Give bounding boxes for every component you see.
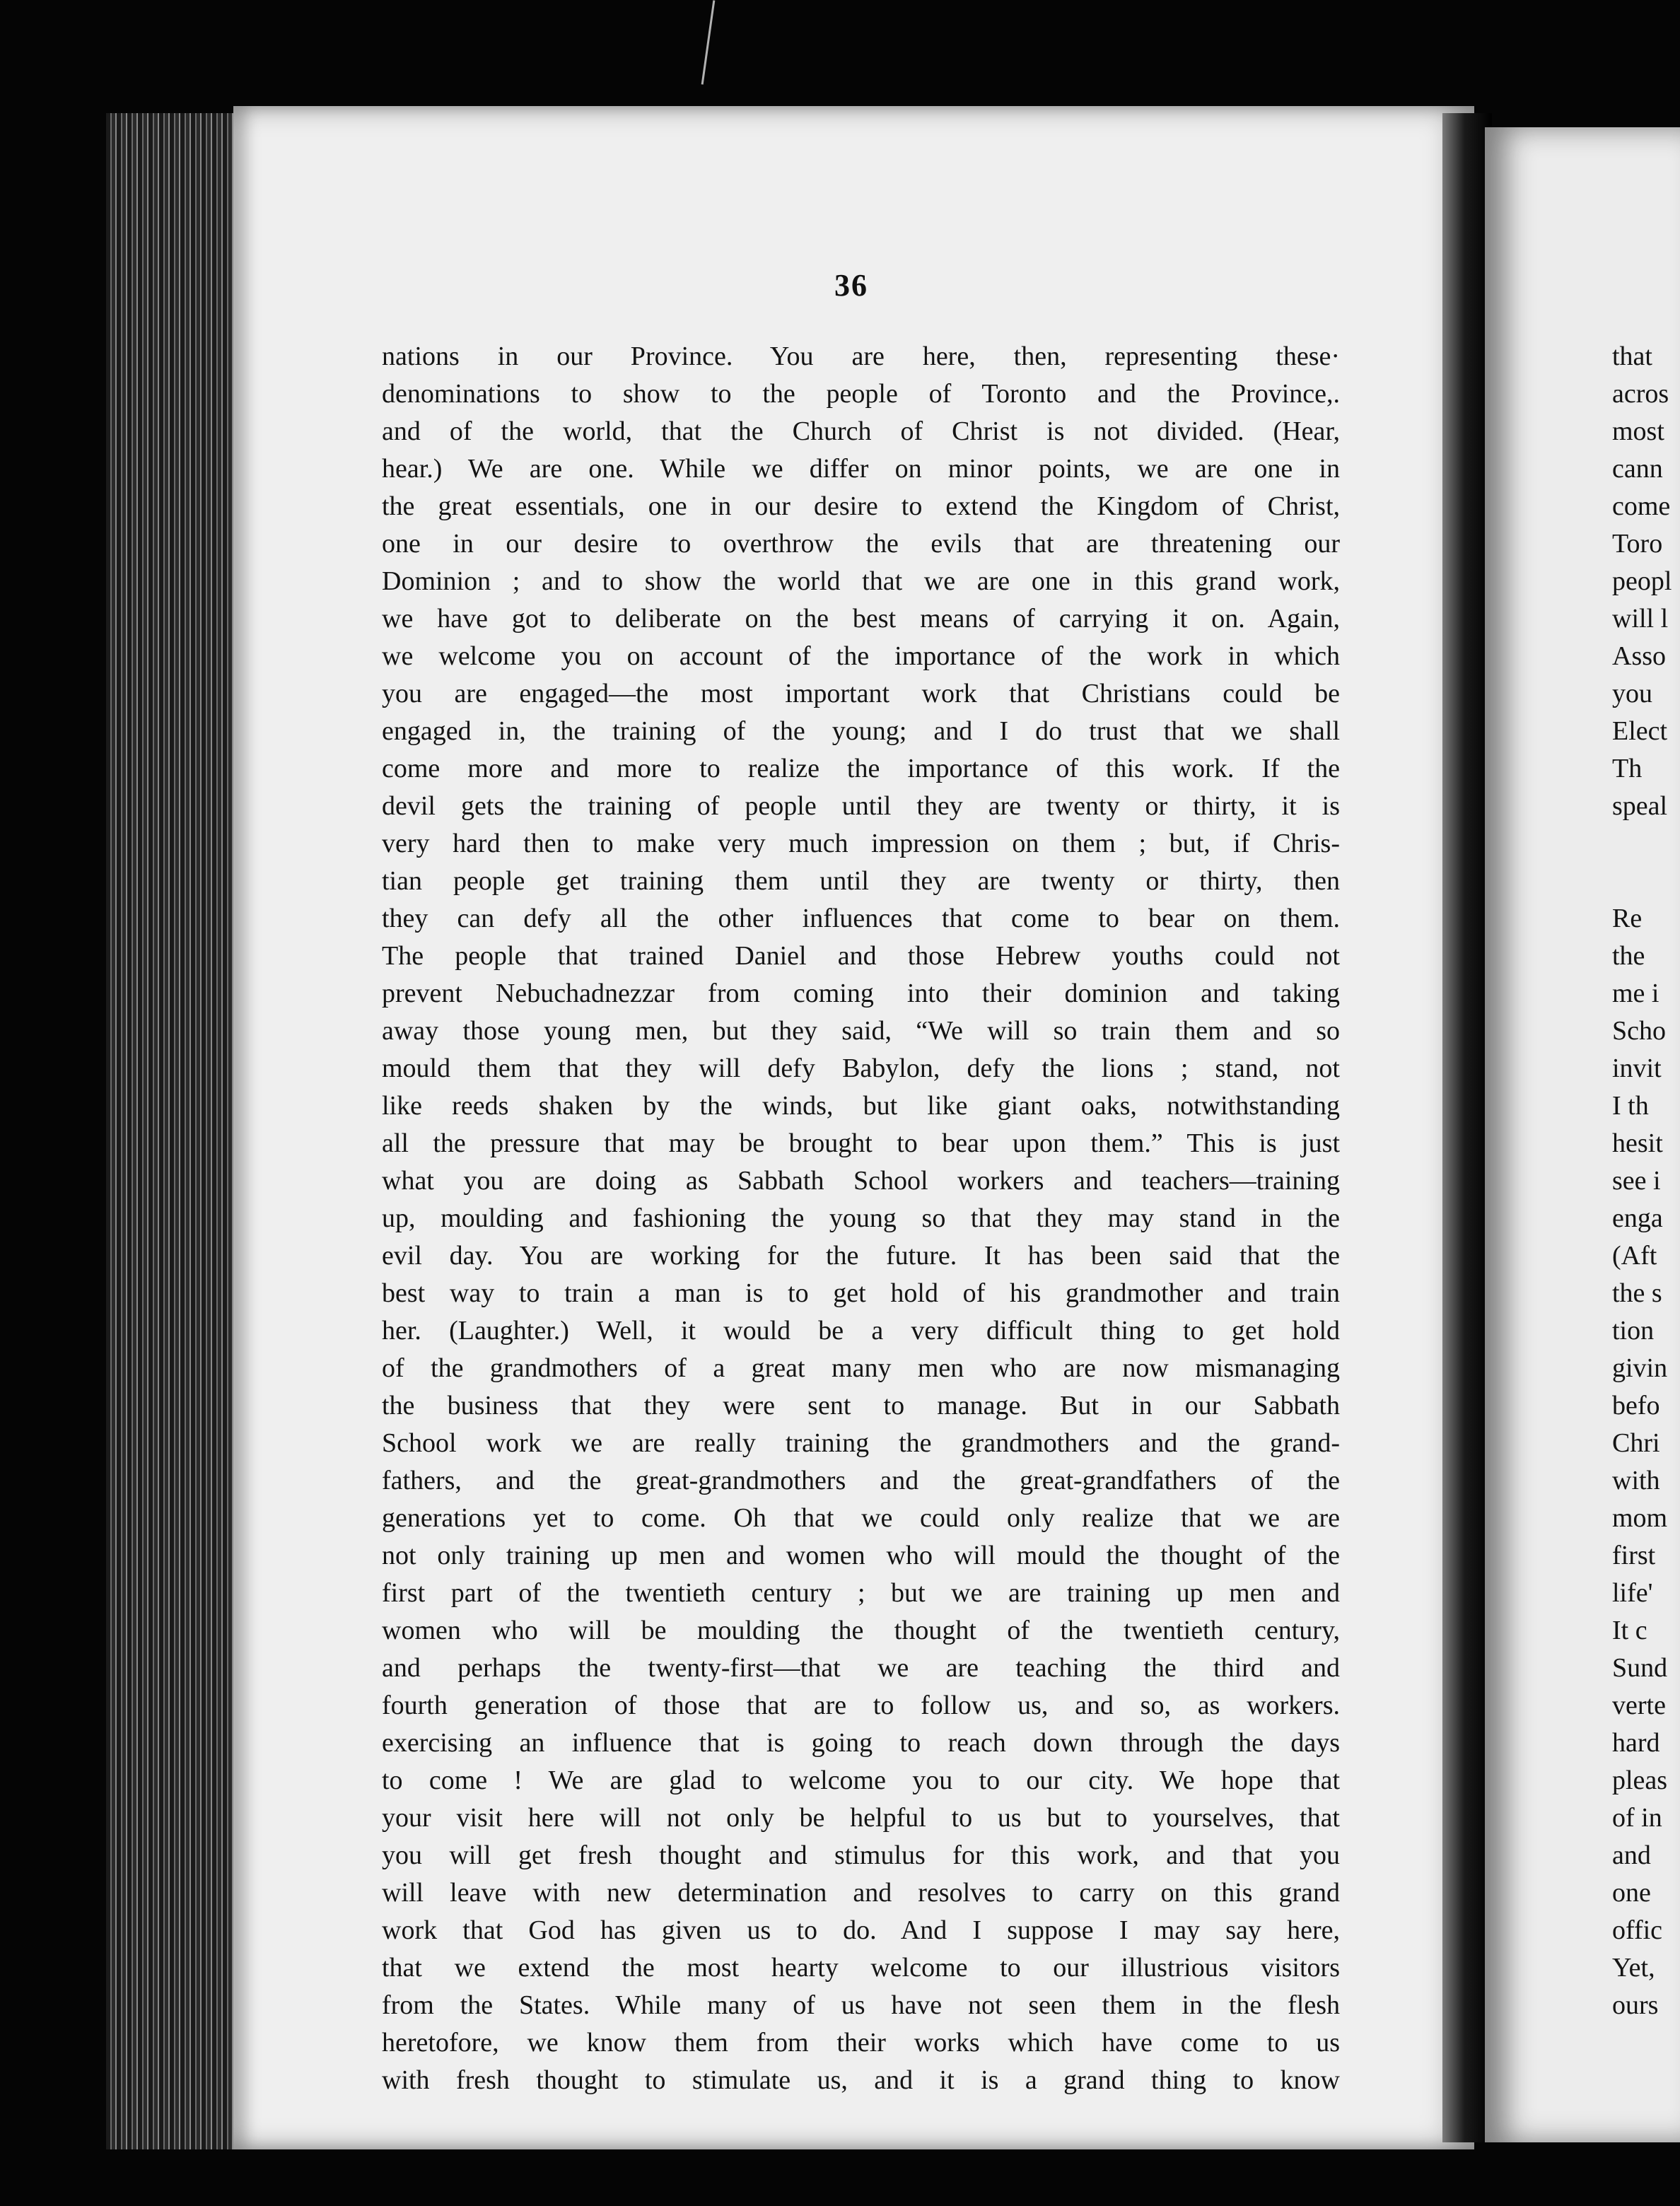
facing-text-fragment: me i xyxy=(1612,979,1659,1008)
facing-text-fragment: It c xyxy=(1612,1616,1647,1645)
text-line: one in our desire to overthrow the evils that are threatening our xyxy=(382,529,1340,559)
text-line: generations yet to come. Oh that we could only realize that we are xyxy=(382,1503,1340,1533)
text-line: very hard then to make very much impression on them ; but, if Chris- xyxy=(382,829,1340,858)
facing-text-fragment: ours xyxy=(1612,1990,1659,2020)
blank-line xyxy=(1612,825,1672,863)
text-line: we welcome you on account of the importance of the work in which xyxy=(382,641,1340,671)
facing-text-fragment: acros xyxy=(1612,379,1669,409)
facing-text-fragment: befo xyxy=(1612,1391,1660,1420)
text-line: not only training up men and women who will mould the thought of the xyxy=(382,1541,1340,1570)
text-line: like reeds shaken by the winds, but like giant oaks, notwithstanding xyxy=(382,1091,1340,1121)
text-line: her. (Laughter.) Well, it would be a very difficult thing to get hold xyxy=(382,1316,1340,1346)
text-line: the great essentials, one in our desire to extend the Kingdom of Christ, xyxy=(382,491,1340,521)
text-line: away those young men, but they said, “We will so train them and so xyxy=(382,1016,1340,1046)
text-line: hear.) We are one. While we differ on minor points, we are one in xyxy=(382,454,1340,484)
body-text xyxy=(382,338,1340,2099)
text-line: all the pressure that may be brought to bear upon them.” This is just xyxy=(382,1128,1340,1158)
text-line: that we extend the most hearty welcome to our illustrious visitors xyxy=(382,1953,1340,1983)
text-line: evil day. You are working for the future. It has been said that the xyxy=(382,1241,1340,1271)
facing-text-fragment: peopl xyxy=(1612,566,1672,596)
text-line: up, moulding and fashioning the young so that they may stand in the xyxy=(382,1203,1340,1233)
text-line: The people that trained Daniel and those Hebrew youths could not xyxy=(382,941,1340,971)
text-line: nations in our Province. You are here, then, representing these· xyxy=(382,342,1340,371)
text-line: tian people get training them until they are twenty or thirty, then xyxy=(382,866,1340,896)
text-line: the business that they were sent to manage. But in our Sabbath xyxy=(382,1391,1340,1420)
facing-text-fragment: with xyxy=(1612,1466,1660,1495)
text-line: fathers, and the great-grandmothers and the great-grandfathers of the xyxy=(382,1466,1340,1495)
text-line: we have got to deliberate on the best means of carrying it on. Again, xyxy=(382,604,1340,634)
text-line: engaged in, the training of the young; and I do trust that we shall xyxy=(382,716,1340,746)
text-line: your visit here will not only be helpful to us but to yourselves, that xyxy=(382,1803,1340,1833)
facing-text-fragment: see i xyxy=(1612,1166,1661,1196)
text-line: School work we are really training the grandmothers and the grand- xyxy=(382,1428,1340,1458)
text-line: with fresh thought to stimulate us, and it is a grand thing to know xyxy=(382,2065,1340,2095)
facing-text-fragment: that xyxy=(1612,342,1652,371)
text-line: best way to train a man is to get hold of his grandmother and train xyxy=(382,1278,1340,1308)
text-line: from the States. While many of us have not seen them in the flesh xyxy=(382,1990,1340,2020)
facing-text-fragment: Toro xyxy=(1612,529,1663,559)
text-line: women who will be moulding the thought of the twentieth century, xyxy=(382,1616,1340,1645)
facing-text-fragment: Re xyxy=(1612,904,1643,933)
text-line: and perhaps the twenty-first—that we are teaching the third and xyxy=(382,1653,1340,1683)
text-line: to come ! We are glad to welcome you to our city. We hope that xyxy=(382,1766,1340,1795)
facing-text-fragment: life' xyxy=(1612,1578,1653,1608)
text-line: heretofore, we know them from their works which have come to us xyxy=(382,2028,1340,2058)
facing-text-fragment: Sund xyxy=(1612,1653,1668,1683)
facing-text-fragment: speal xyxy=(1612,791,1668,821)
facing-text-fragment: I th xyxy=(1612,1091,1649,1121)
facing-page-text xyxy=(1612,338,1672,2024)
facing-text-fragment: and xyxy=(1612,1840,1651,1870)
text-line: you will get fresh thought and stimulus for this work, and that you xyxy=(382,1840,1340,1870)
facing-text-fragment: invit xyxy=(1612,1054,1662,1083)
text-line: first part of the twentieth century ; but we are training up men and xyxy=(382,1578,1340,1608)
text-line: prevent Nebuchadnezzar from coming into their dominion and taking xyxy=(382,979,1340,1008)
facing-text-fragment: Yet, xyxy=(1612,1953,1655,1983)
facing-text-fragment: Th xyxy=(1612,754,1643,783)
page-number: 36 xyxy=(834,268,868,303)
facing-text-fragment: Chri xyxy=(1612,1428,1660,1458)
facing-text-fragment: cann xyxy=(1612,454,1663,484)
facing-text-fragment: come xyxy=(1612,491,1671,521)
text-line: what you are doing as Sabbath School workers and teachers—training xyxy=(382,1166,1340,1196)
text-line: come more and more to realize the importance of this work. If the xyxy=(382,754,1340,783)
text-line: you are engaged—the most important work that Christians could be xyxy=(382,679,1340,708)
text-line: and of the world, that the Church of Christ is not divided. (Hear, xyxy=(382,416,1340,446)
facing-text-fragment: Asso xyxy=(1612,641,1667,671)
blank-line xyxy=(1612,863,1672,900)
facing-text-fragment: pleas xyxy=(1612,1766,1668,1795)
facing-text-fragment: of in xyxy=(1612,1803,1662,1833)
text-line: devil gets the training of people until they are twenty or thirty, it is xyxy=(382,791,1340,821)
text-line: Dominion ; and to show the world that we are one in this grand work, xyxy=(382,566,1340,596)
text-line: work that God has given us to do. And I suppose I may say here, xyxy=(382,1915,1340,1945)
facing-text-fragment: hesit xyxy=(1612,1128,1663,1158)
facing-text-fragment: givin xyxy=(1612,1353,1668,1383)
facing-text-fragment: most xyxy=(1612,416,1664,446)
facing-text-fragment: tion xyxy=(1612,1316,1655,1346)
text-line: of the grandmothers of a great many men who are now mismanaging xyxy=(382,1353,1340,1383)
facing-text-fragment: the s xyxy=(1612,1278,1662,1308)
facing-text-fragment: Elect xyxy=(1612,716,1668,746)
text-line: exercising an influence that is going to reach down through the days xyxy=(382,1728,1340,1758)
facing-text-fragment: will l xyxy=(1612,604,1669,634)
facing-text-fragment: you xyxy=(1612,679,1652,708)
facing-text-fragment: (Aft xyxy=(1612,1241,1657,1271)
facing-text-fragment: offic xyxy=(1612,1915,1663,1945)
facing-text-fragment: first xyxy=(1612,1541,1656,1570)
text-line: will leave with new determination and resolves to carry on this grand xyxy=(382,1878,1340,1908)
facing-text-fragment: hard xyxy=(1612,1728,1660,1758)
facing-text-fragment: the xyxy=(1612,941,1645,971)
facing-text-fragment: Scho xyxy=(1612,1016,1666,1046)
facing-text-fragment: verte xyxy=(1612,1691,1666,1720)
facing-text-fragment: mom xyxy=(1612,1503,1668,1533)
text-line: denominations to show to the people of Toronto and the Province,. xyxy=(382,379,1340,409)
facing-text-fragment: one xyxy=(1612,1878,1651,1908)
text-line: mould them that they will defy Babylon, defy the lions ; stand, not xyxy=(382,1054,1340,1083)
text-line: they can defy all the other influences that come to bear on them. xyxy=(382,904,1340,933)
text-line: fourth generation of those that are to follow us, and so, as workers. xyxy=(382,1691,1340,1720)
facing-text-fragment: enga xyxy=(1612,1203,1663,1233)
